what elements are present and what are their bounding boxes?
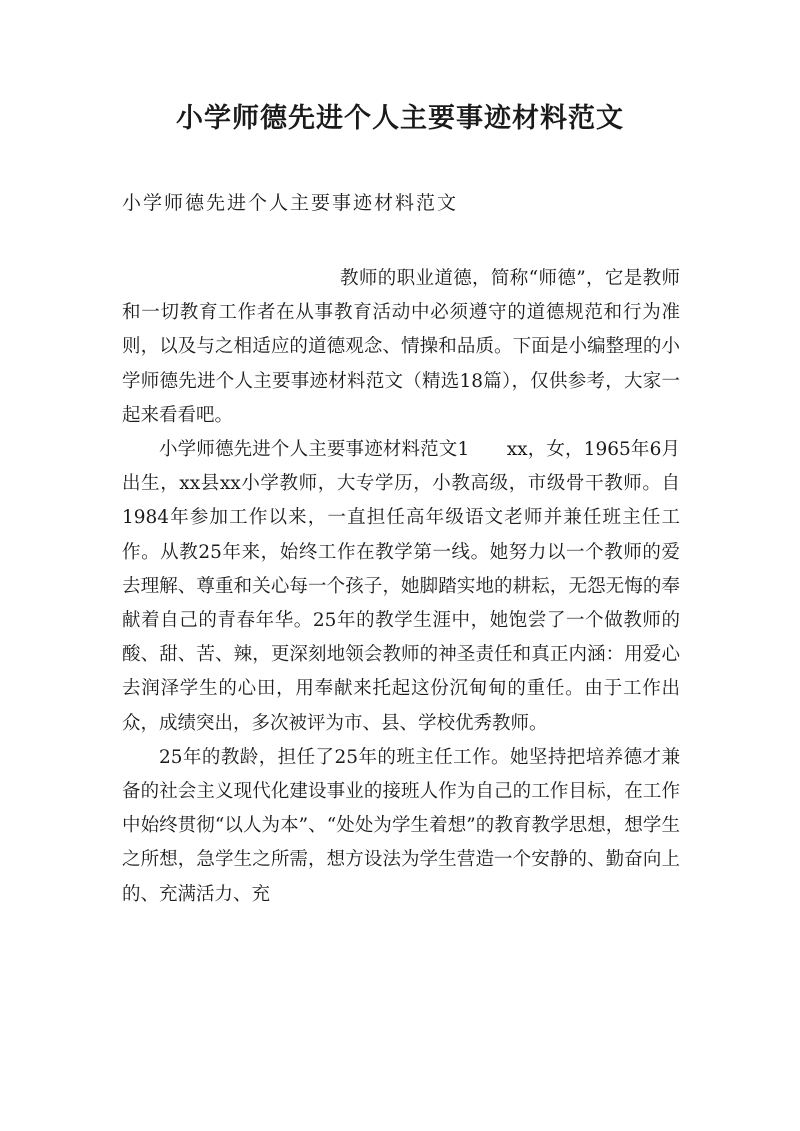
paragraph-profile: 小学师德先进个人主要事迹材料范文1 xx，女，1965年6月出生，xx县xx小学教师，大专学历，小教高级，市级骨干教师。自1984年参加工作以来，一直担任高年级语文老师并兼任班主任工作。从教25年来，始终工作在教学第一线。她努力以一个教师的爱去理解、尊重和关心每一个孩子，她脚踏实地的耕耘，无怨无悔的奉献着自己的青春年华。25年的教学生涯中，她饱尝了一个做教师的酸、甜、苦、辣，更深刻地领会教师的神圣责任和真正内涵：用爱心去润泽学生的心田，用奉献来托起这份沉甸甸的重任。由于工作出众，成绩突出，多次被评为市、县、学校优秀教师。: [122, 439, 680, 734]
document-title: 小学师德先进个人主要事迹材料范文: [176, 103, 624, 134]
paragraph-teaching-years: 25年的教龄，担任了25年的班主任工作。她坚持把培养德才兼备的社会主义现代化建设事业的接班人作为自己的工作目标，在工作中始终贯彻“以人为本”、“处处为学生着想”的教育教学思想，想学生之所想，急学生之所需，想方设法为学生营造一个安静的、勤奋向上的、充满活力、充: [122, 746, 680, 905]
paragraph-intro: 教师的职业道德，简称“师德”，它是教师和一切教育工作者在从事教育活动中必须遵守的道德规范和行为准则，以及与之相适应的道德观念、情操和品质。下面是小编整理的小学师德先进个人主要事迹材料范文（精选18篇），仅供参考，大家一起来看看吧。: [122, 268, 680, 426]
document-body: [122, 262, 680, 912]
document-subtitle: 小学师德先进个人主要事迹材料范文: [122, 192, 459, 214]
